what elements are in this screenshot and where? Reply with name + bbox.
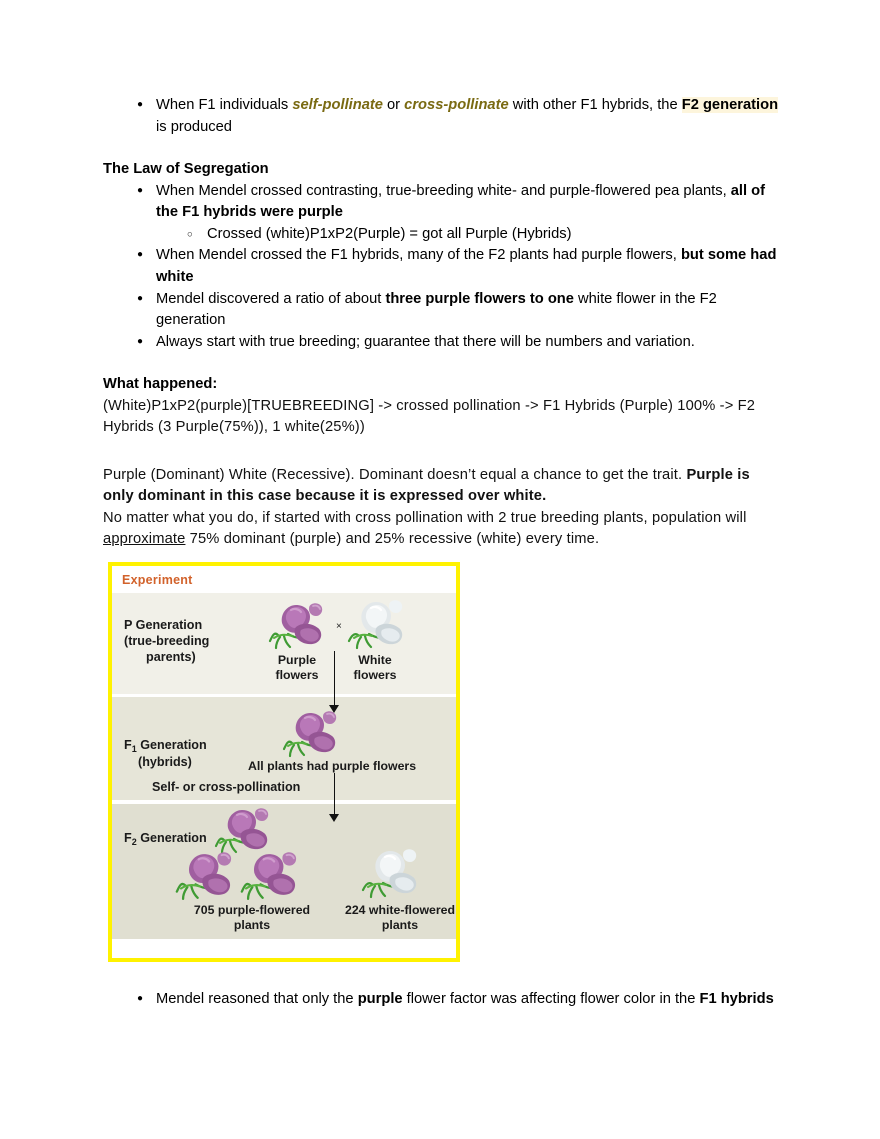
bullet-text-crossed-parents — [156, 183, 765, 221]
sub-bullet-list — [156, 224, 783, 246]
panel-f1-generation — [112, 697, 456, 800]
spacer — [103, 138, 783, 159]
panel-p-generation — [112, 593, 456, 694]
text-run-bold: Purple is only dominant in this case because it is expressed over white. — [103, 466, 750, 505]
bullet-text-f2-generation — [156, 97, 778, 135]
text-run-cross-pollinate: cross-pollinate — [404, 97, 509, 113]
list-item — [156, 989, 783, 1011]
label-line: parents) — [146, 650, 196, 664]
spacer — [103, 439, 783, 465]
purple-flower-icon — [282, 709, 344, 759]
paragraph-approximate — [103, 508, 783, 551]
cross-symbol: × — [336, 621, 342, 632]
bullet-list-top — [103, 95, 783, 138]
text-run: 75% dominant (purple) and 25% recessive (white) every time. — [185, 531, 600, 548]
text-run: F — [124, 831, 132, 845]
bullet-list-bottom — [103, 989, 783, 1011]
purple-flower-icon — [268, 601, 330, 651]
label-self-or-cross-pollination: Self- or cross-pollination — [152, 780, 301, 794]
bullet-text-three-to-one-ratio — [156, 291, 717, 329]
text-run: with other F1 hybrids, the — [508, 97, 682, 113]
text-run: When Mendel crossed the F1 hybrids, many of the F2 plants had purple flowers, — [156, 247, 681, 264]
purple-flower-icon — [174, 850, 240, 902]
caption-line: plants — [381, 918, 419, 932]
arrow-f1-to-f2-line-cont — [334, 800, 335, 814]
white-flower-icon — [346, 599, 408, 651]
purple-flower-icon — [214, 806, 276, 856]
text-run: Purple (Dominant) White (Recessive). Dominant doesn’t equal a chance to get the trait. — [103, 466, 687, 483]
caption-line: plants — [233, 918, 271, 932]
label-line: P Generation — [124, 618, 203, 632]
text-run: Mendel reasoned that only the — [156, 991, 358, 1007]
caption-line: flowers — [353, 668, 397, 682]
spacer — [103, 353, 783, 374]
experiment-figure — [108, 562, 460, 962]
caption-line: 224 white-flowered — [344, 903, 456, 917]
text-run: white flower in the F2 generation — [156, 290, 717, 329]
notes-content-bottom — [103, 989, 783, 1011]
white-flower-icon — [360, 848, 422, 900]
label-f1-generation — [124, 737, 207, 770]
text-run: F — [124, 738, 132, 752]
bullet-list-segregation — [103, 181, 783, 354]
subscript: 2 — [131, 837, 137, 847]
subscript: 1 — [131, 744, 137, 754]
caption-705-purple-flowered — [162, 903, 342, 933]
text-run-self-pollinate: self-pollinate — [292, 97, 383, 113]
text-run: Mendel discovered a ratio of about — [156, 290, 386, 307]
label-line: (true-breeding — [124, 634, 210, 648]
text-run: Generation — [136, 831, 207, 845]
label-p-generation — [124, 617, 209, 665]
text-run: Generation — [136, 738, 207, 752]
text-run-highlight-f2-generation: F2 generation — [681, 97, 779, 113]
paragraph-dominance — [103, 465, 783, 508]
arrow-p-to-f1-line — [334, 651, 335, 699]
text-run-bold: three purple flowers to one — [385, 290, 574, 307]
text-run: No matter what you do, if started with cross pollination with 2 true breeding plants, population will — [103, 509, 747, 526]
text-run-bold: but some had white — [156, 247, 777, 286]
list-item — [207, 224, 783, 246]
heading-what-happened: What happened: — [103, 376, 218, 393]
caption-line: Purple — [277, 653, 317, 667]
bullet-text-mendel-reasoned — [156, 991, 774, 1007]
list-item — [156, 332, 783, 354]
text-run: flower factor was affecting flower color in the — [402, 991, 700, 1007]
text-run-underline-approximate: approximate — [103, 531, 186, 548]
notes-content — [103, 95, 783, 551]
text-run: When Mendel crossed contrasting, true-breeding white- and purple-flowered pea plants, — [156, 182, 731, 199]
label-f2-generation — [124, 830, 207, 847]
arrow-f1-to-f2-line — [334, 773, 335, 803]
list-item — [156, 289, 783, 332]
bullet-text-true-breeding-start: Always start with true breeding; guarantee that there will be numbers and variation. — [156, 333, 695, 350]
caption-white-flowers — [340, 653, 410, 683]
bullet-text-f2-some-white — [156, 247, 776, 285]
text-run-bold-f1-hybrids: F1 hybrids — [699, 991, 774, 1007]
caption-line: 705 purple-flowered — [193, 903, 311, 917]
label-line — [124, 737, 207, 754]
text-run: is produced — [156, 118, 232, 135]
text-run-bold: all of the F1 hybrids were purple — [156, 182, 766, 221]
text-run: When F1 individuals — [156, 97, 293, 113]
list-item — [156, 95, 783, 138]
caption-all-plants-purple: All plants had purple flowers — [247, 759, 417, 773]
caption-line: White — [358, 653, 392, 667]
label-line: (hybrids) — [138, 755, 192, 769]
caption-line: flowers — [275, 668, 319, 682]
caption-224-white-flowered — [340, 903, 460, 933]
figure-title-experiment: Experiment — [112, 566, 456, 593]
paragraph-what-happened-body: (White)P1xP2(purple)[TRUEBREEDING] -> crossed pollination -> F1 Hybrids (Purple) 100% -> F2 Hybrids (3 Purple(75%)), 1 white(25%)) — [103, 397, 756, 436]
arrow-p-to-f1-line-cont — [334, 693, 335, 705]
panel-f2-generation — [112, 804, 456, 939]
list-item — [156, 245, 783, 288]
arrow-f1-to-f2-head — [329, 814, 339, 822]
text-run-bold-purple: purple — [357, 991, 403, 1007]
purple-flower-icon — [239, 850, 305, 902]
text-run: or — [382, 97, 405, 113]
label-line — [124, 830, 207, 847]
list-item — [156, 181, 783, 246]
sub-bullet-text-crossed-notation: Crossed (white)P1xP2(Purple) = got all Purple (Hybrids) — [207, 225, 572, 242]
caption-purple-flowers — [262, 653, 332, 683]
section-heading-law-of-segregation: The Law of Segregation — [103, 161, 269, 178]
